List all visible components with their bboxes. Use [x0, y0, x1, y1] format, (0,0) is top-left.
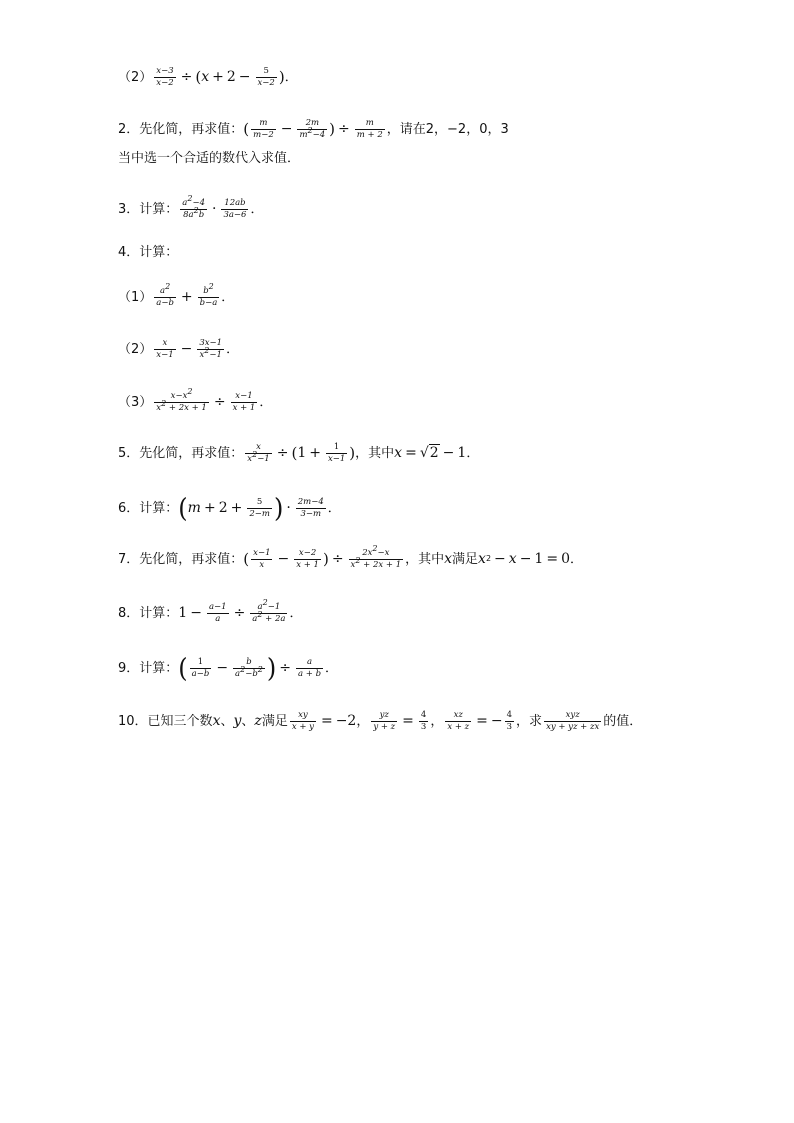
item-label: 8．	[118, 605, 140, 621]
fraction: $\frac{a^2}{a-b}$	[156, 282, 174, 308]
problem-text: 先化简，再求值：	[139, 445, 244, 461]
problem-8: 8． 计算： 1 − $\frac{a-1}{a}$ ÷ $\frac{a^2-1}{a^2 + 2a}$ ．	[118, 598, 303, 624]
problem-9: 9． 计算： ( $\frac{1}{a-b}$ − $\frac{b}{a^2-b^2}$ ) ÷ $\frac{a}{a + b}$ ．	[118, 652, 339, 684]
fraction: $\frac{2m-4}{3-m}$	[297, 496, 324, 519]
fraction: $\frac{x-x^2}{x^2 + 2x + 1}$	[156, 387, 207, 413]
problem-text: 已知三个数	[147, 713, 213, 729]
problem-4-part-1: （1） $\frac{a^2}{a-b}$ + $\frac{b^2}{b-a}$ ．	[118, 282, 235, 308]
fraction: $\frac{12ab}{3a-6}$	[223, 198, 247, 220]
fraction: $\frac{x}{x-1}$	[156, 338, 174, 360]
period: ．	[570, 551, 584, 567]
fraction: $\frac{xz}{x + z}$	[447, 710, 470, 732]
fraction: $\frac{a^2-1}{a^2 + 2a}$	[252, 598, 286, 624]
item-label: （2）	[118, 69, 153, 85]
item-label: 2．	[118, 121, 140, 137]
problem-10: 10． 已知三个数 x 、 y 、 z 满足 $\frac{xy}{x + y}$ = −2 ， $\frac{yz}{y + z}$ = $\frac{4}{3}$ ， $\frac{xz}{x + z}$ = − $\frac{4}{3}$ ， 求 $\frac{\text{xyz}}{xy + yz + zx}$ 的值．	[118, 710, 643, 732]
problem-1-part-2: （2） $\frac{x-3}{x-2}$ ÷ ( x + 2 − $\frac{5}{x-2}$ ) ．	[118, 66, 298, 88]
period: ．	[325, 660, 339, 676]
fraction: $\frac{\text{xyz}}{xy + yz + zx}$	[546, 710, 600, 732]
period: ．	[259, 394, 273, 410]
item-label: （1）	[118, 289, 153, 305]
period: ．	[327, 500, 341, 516]
fraction: $\frac{a^2-4}{8a^2b}$	[182, 194, 205, 220]
fraction: $\frac{x-2}{x + 1}$	[296, 548, 319, 570]
problem-text: 计算：	[139, 201, 179, 217]
problem-4	[118, 246, 178, 259]
fraction: $\frac{x}{x^2-1}$	[247, 442, 270, 464]
fraction: $\frac{1}{a-b}$	[191, 656, 210, 679]
period: ．	[289, 605, 303, 621]
fraction: $\frac{1}{x-1}$	[327, 442, 346, 464]
problem-3: 3． 计算： $\frac{a^2-4}{8a^2b}$ · $\frac{12ab}{3a-6}$ ．	[118, 194, 264, 220]
period: ．	[226, 341, 240, 357]
period: ．	[466, 445, 480, 461]
fraction: $\frac{5}{2-m}$	[249, 496, 270, 519]
fraction: $\frac{3x-1}{x^2-1}$	[199, 338, 223, 360]
problem-text: 计算：	[139, 660, 179, 676]
period: ．	[250, 201, 264, 217]
problem-text-cont: ，请在2，−2，0，3	[386, 121, 509, 137]
problem-text: 先化简，再求值：	[139, 121, 244, 137]
item-label: 3．	[118, 201, 140, 217]
problem-text: 计算：	[139, 245, 179, 260]
problem-4-part-2: （2） $\frac{x}{x-1}$ − $\frac{3x-1}{x^2-1}$ ．	[118, 338, 240, 360]
period: ．	[284, 69, 298, 85]
problem-text-cont: ，其中	[405, 551, 445, 567]
fraction: $\frac{b}{a^2-b^2}$	[235, 656, 263, 679]
problem-2: 2． 先化简，再求值： ( $\frac{m}{m-2}$ − $\frac{2m}{m^2-4}$ ) ÷ $\frac{m}{m + 2}$ ，请在2，−2，0，3	[118, 118, 509, 140]
problem-text-ask: 求	[529, 713, 543, 729]
fraction: $\frac{yz}{y + z}$	[373, 710, 396, 732]
item-label: 5．	[118, 445, 140, 461]
separator: 、	[220, 713, 234, 729]
fraction: $\frac{2m}{m^2-4}$	[299, 118, 326, 140]
period: ．	[221, 289, 235, 305]
problem-5: 5． 先化简，再求值： $\frac{x}{x^2-1}$ ÷ ( 1 + $\frac{1}{x-1}$ ) ，其中 x = √2 − 1 ．	[118, 442, 480, 464]
problem-text: 先化简，再求值：	[139, 551, 244, 567]
item-label: 6．	[118, 500, 140, 516]
fraction: $\frac{5}{x-2}$	[257, 66, 275, 88]
problem-7: 7． 先化简，再求值： ( $\frac{x-1}{x}$ − $\frac{x-2}{x + 1}$ ) ÷ $\frac{2x^2-x}{x^2 + 2x + 1}$ ，其中 x 满足 x 2 − x − 1 = 0 ．	[118, 544, 584, 570]
problem-text-cont2: 满足	[452, 551, 479, 567]
item-label: （3）	[118, 394, 153, 410]
item-label: 10．	[118, 713, 148, 729]
fraction: $\frac{x-1}{x + 1}$	[232, 391, 256, 413]
fraction: $\frac{m}{m-2}$	[253, 118, 274, 140]
fraction: $\frac{x-1}{x}$	[253, 548, 271, 570]
problem-2-line2	[118, 152, 300, 165]
problem-text-cont: 满足	[261, 713, 288, 729]
fraction: $\frac{m}{m + 2}$	[356, 118, 383, 140]
problem-text-cont: ，其中	[355, 445, 395, 461]
fraction: $\frac{x-3}{x-2}$	[156, 66, 174, 88]
problem-4-part-3: （3） $\frac{x-x^2}{x^2 + 2x + 1}$ ÷ $\frac{x-1}{x + 1}$ ．	[118, 387, 273, 413]
sqrt-expression: √2	[419, 445, 439, 462]
problem-text: 计算：	[139, 500, 179, 516]
separator: 、	[241, 713, 255, 729]
fraction: $\frac{a-1}{a}$	[208, 602, 227, 624]
comma: ，	[356, 713, 370, 729]
problem-text-line2: 当中选一个合适的数代入求值．	[118, 151, 301, 166]
fraction: $\frac{a}{a + b}$	[298, 656, 322, 679]
comma: ，	[430, 713, 444, 729]
fraction: $\frac{4}{3}$	[506, 710, 513, 732]
problem-6: 6． 计算： ( m + 2 + $\frac{5}{2-m}$ ) · $\frac{2m-4}{3-m}$ ．	[118, 492, 341, 524]
item-label: 4．	[118, 245, 140, 260]
item-label: （2）	[118, 341, 153, 357]
comma: ，	[516, 713, 530, 729]
fraction: $\frac{b^2}{b-a}$	[199, 282, 218, 308]
problem-text-end: 的值．	[603, 713, 643, 729]
fraction: $\frac{2x^2-x}{x^2 + 2x + 1}$	[350, 544, 402, 570]
item-label: 7．	[118, 551, 140, 567]
item-label: 9．	[118, 660, 140, 676]
fraction: $\frac{4}{3}$	[420, 710, 427, 732]
fraction: $\frac{xy}{x + y}$	[291, 710, 314, 732]
problem-text: 计算：	[139, 605, 179, 621]
